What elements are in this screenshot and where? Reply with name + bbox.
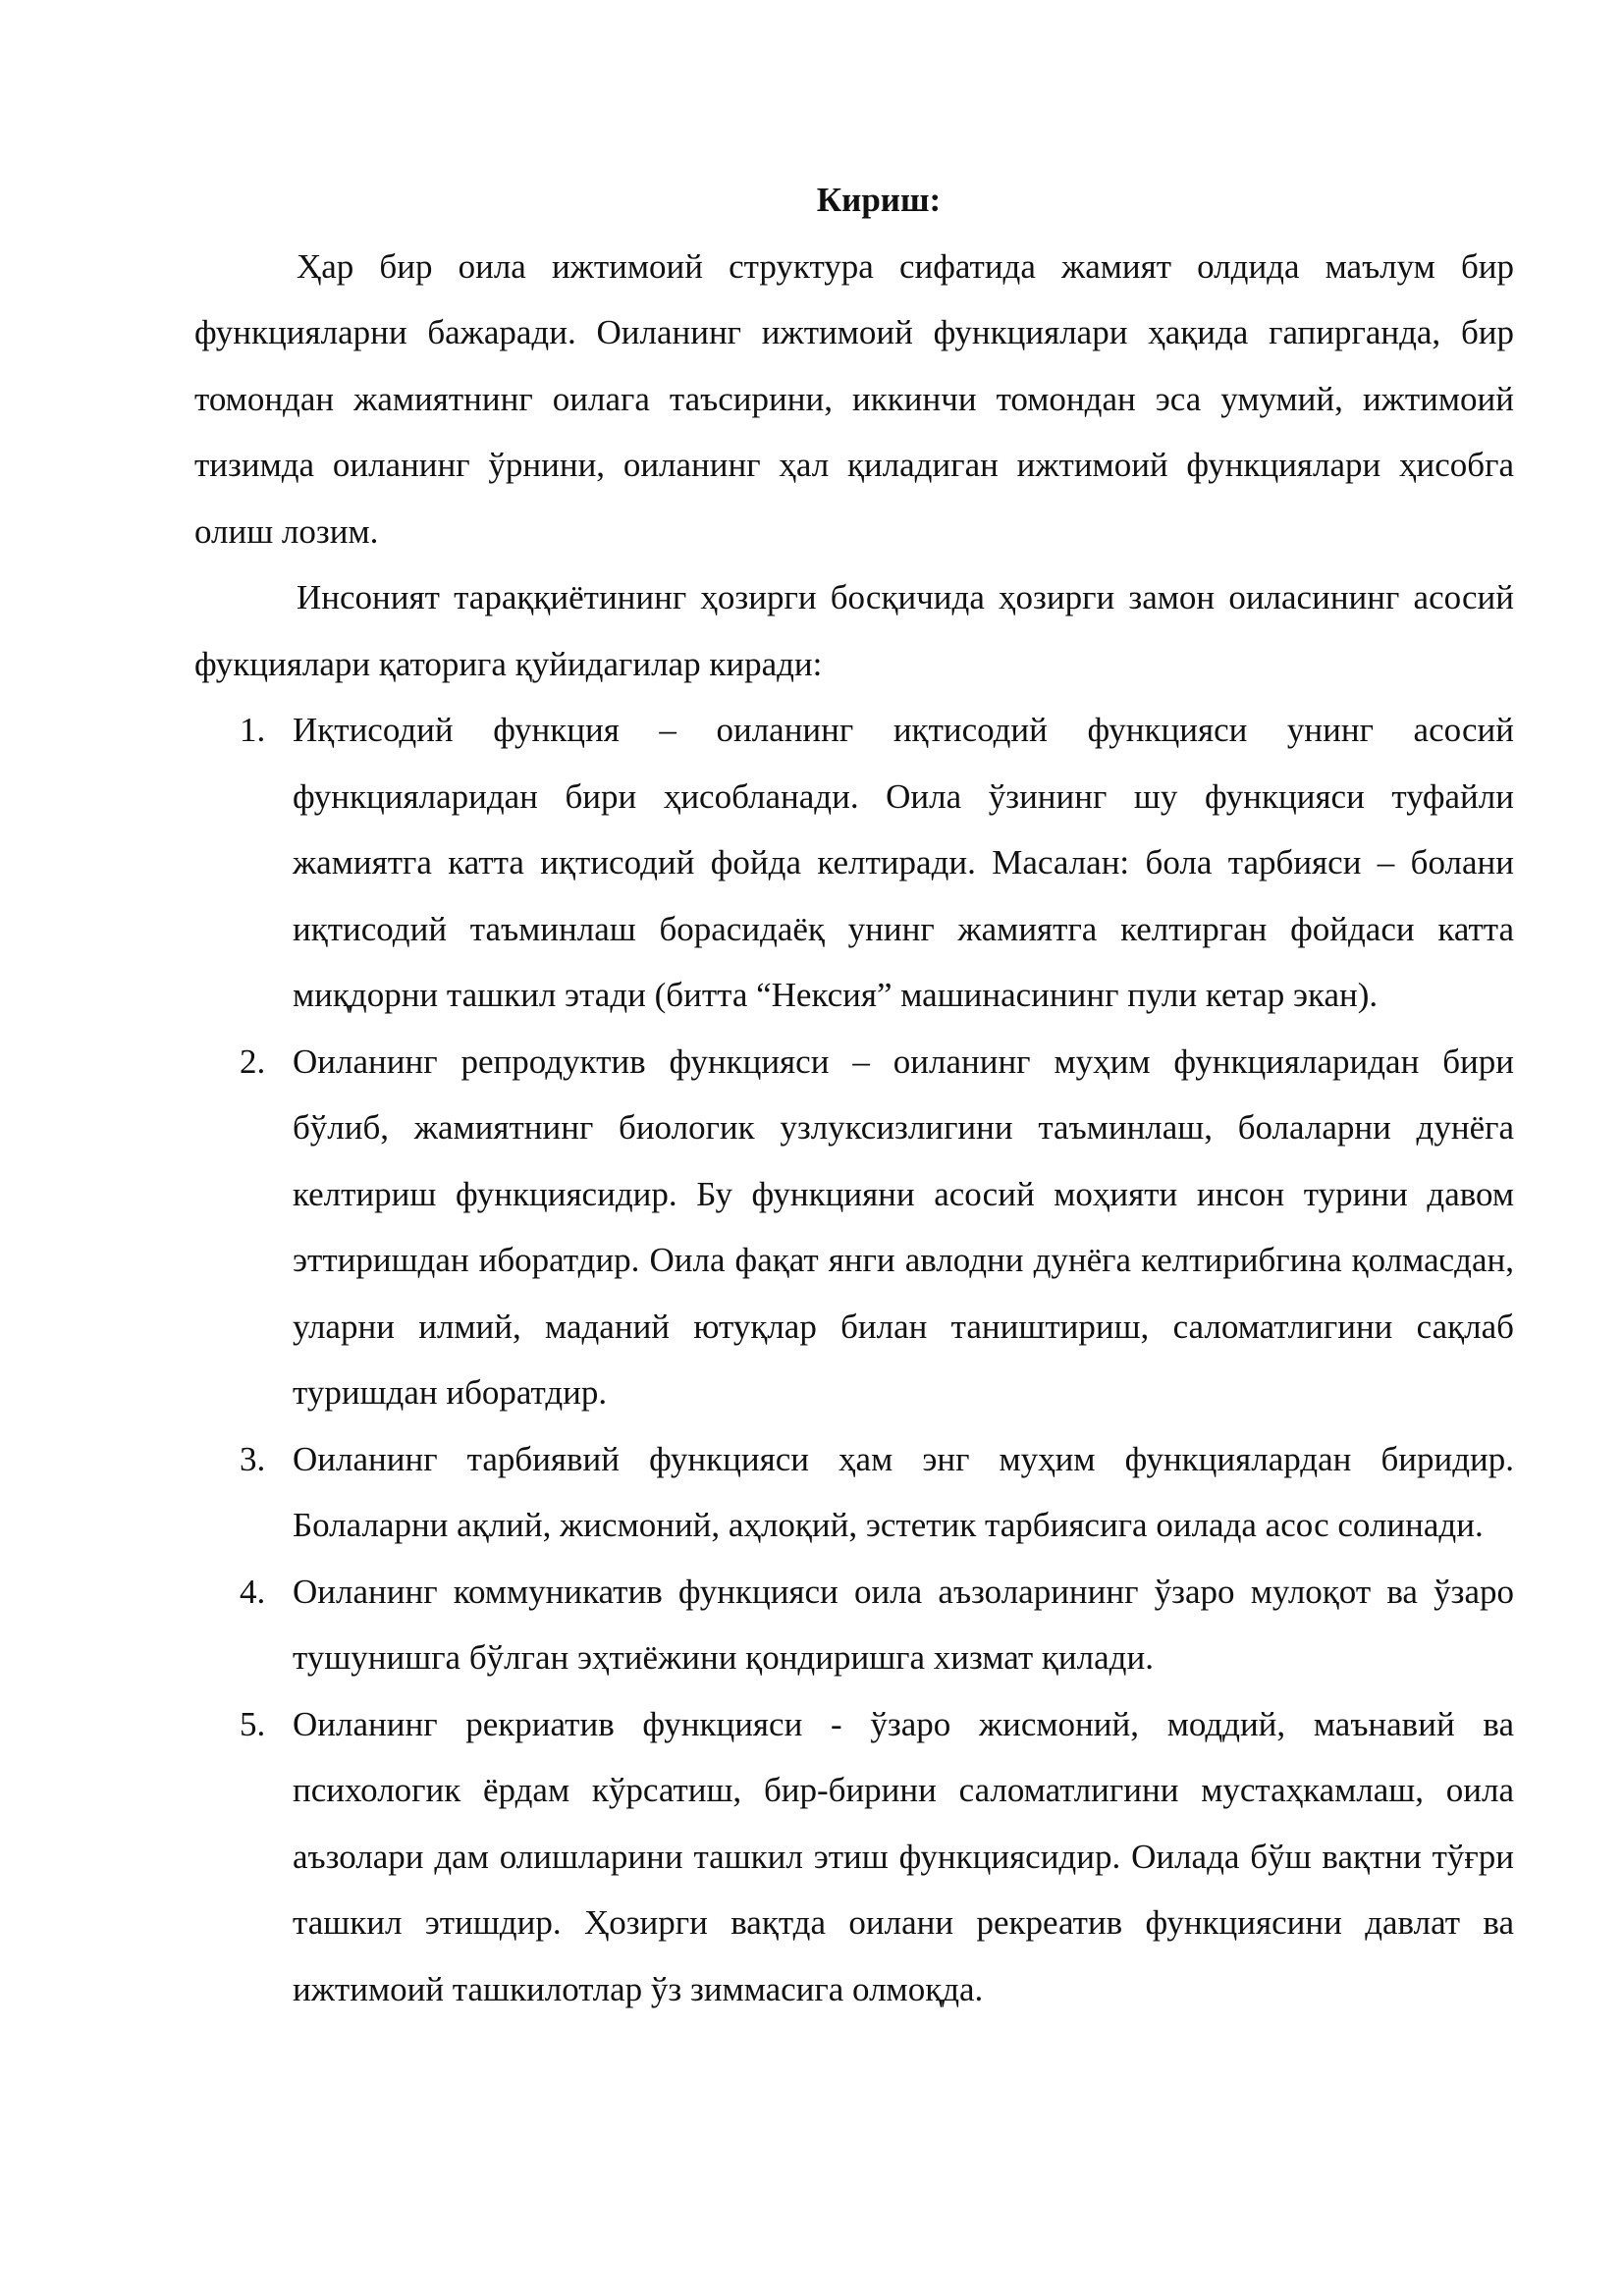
list-item <box>194 1426 1514 1559</box>
document-title: Кириш: <box>816 181 942 219</box>
intro-paragraph: Ҳар бир оила ижтимоий структура сифатида жамият олдида маълум бир функцияларни бажаради. Оиланинг ижтимоий функциялари ҳақида гапирганда, бир томондан жамиятнинг оилага таъсирини, иккинчи томондан эса умумий, ижтимоий тизимда оиланинг ўрнини, оиланинг ҳал қиладиган ижтимоий функциялари ҳисобга олиш лозим. <box>194 246 1514 551</box>
list-item-text: Оиланинг рекриатив функцияси - ўзаро жисмоний, моддий, маънавий ва психологик ёрдам кўрсатиш, бир-бирини саломатлигини мустаҳкамлаш, оила аъзолари дам олишларини ташкил этиш функциясидир. Оилада бўш вақтни тўғри ташкил этишдир. Ҳозирги вақтда оилани рекреатив функциясини давлат ва ижтимоий ташкилотлар ўз зиммасига олмоқда. <box>293 1704 1514 2008</box>
functions-list <box>194 697 1514 2022</box>
list-item-number: 2. <box>240 1041 266 1081</box>
list-item-number: 5. <box>240 1704 266 1743</box>
list-item <box>194 697 1514 1029</box>
list-item-text: Оиланинг тарбиявий функцияси ҳам энг муҳим функциялардан биридир. Болаларни ақлий, жисмоний, аҳлоқий, эстетик тарбиясига оилада асос солинади. <box>293 1439 1514 1544</box>
list-item <box>194 1029 1514 1426</box>
list-item-number: 3. <box>240 1439 266 1478</box>
functions-intro-paragraph: Инсоният тараққиётининг ҳозирги босқичида ҳозирги замон оиласининг асосий фукциялари қаторига қуйидагилар киради: <box>194 578 1514 683</box>
list-item-number: 4. <box>240 1572 266 1611</box>
list-item-text: Иқтисодий функция – оиланинг иқтисодий функцияси унинг асосий функцияларидан бири ҳисобланади. Оила ўзининг шу функцияси туфайли жамиятга катта иқтисодий фойда келтиради. Масалан: бола тарбияси – болани иқтисодий таъминлаш борасидаёқ унинг жамиятга келтирган фойдаси катта миқдорни ташкил этади (битта “Нексия” машинасининг пули кетар экан). <box>293 711 1514 1014</box>
list-item-text: Оиланинг коммуникатив функцияси оила аъзоларининг ўзаро мулоқот ва ўзаро тушунишга бўлган эҳтиёжини қондиришга хизмат қилади. <box>293 1572 1514 1677</box>
list-item <box>194 1559 1514 1691</box>
list-item <box>194 1691 1514 2023</box>
list-item-number: 1. <box>240 711 266 749</box>
list-item-text: Оиланинг репродуктив функцияси – оиланинг муҳим функцияларидан бири бўлиб, жамиятнинг биологик узлуксизлигини таъминлаш, болаларни дунёга келтириш функциясидир. Бу функцияни асосий моҳияти инсон турини давом эттиришдан иборатдир. Оила фақат янги авлодни дунёга келтирибгина қолмасдан, уларни илмий, маданий ютуқлар билан таништириш, саломатлигини сақлаб туришдан иборатдир. <box>293 1041 1514 1412</box>
document-content <box>194 167 1514 2022</box>
